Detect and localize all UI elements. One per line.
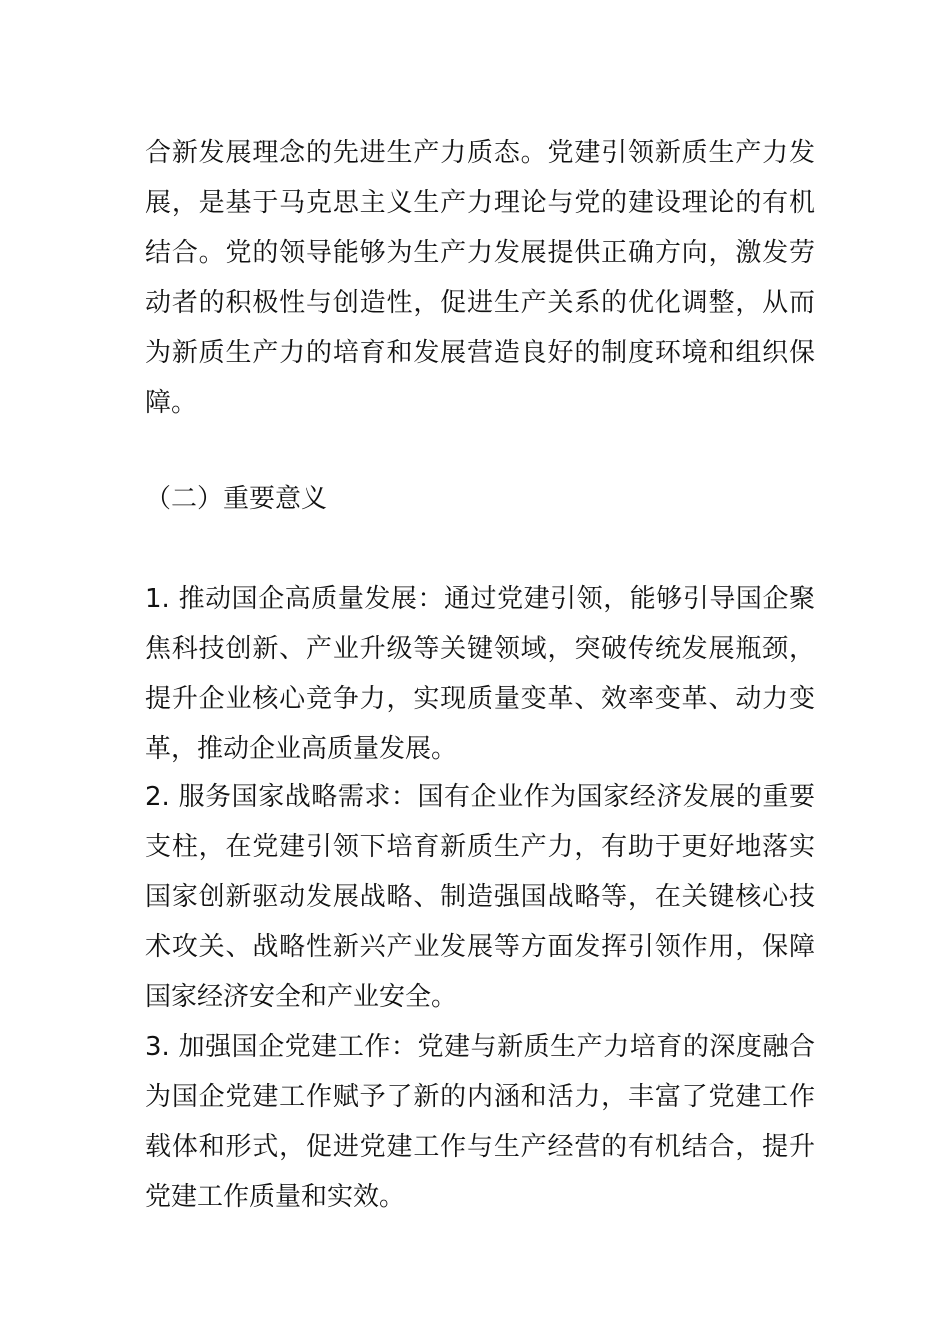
- section-heading: （二）重要意义: [145, 484, 328, 514]
- text-line: 为国企党建工作赋予了新的内涵和活力，丰富了党建工作: [145, 1082, 815, 1112]
- text-line: 国家创新驱动发展战略、制造强国战略等，在关键核心技: [145, 882, 815, 912]
- text-line: 动者的积极性与创造性，促进生产关系的优化调整，从而: [145, 288, 815, 318]
- text-line: 结合。党的领导能够为生产力发展提供正确方向，激发劳: [145, 238, 815, 268]
- text-line: 支柱，在党建引领下培育新质生产力，有助于更好地落实: [145, 832, 815, 862]
- text-line: 国家经济安全和产业安全。: [145, 982, 458, 1012]
- text-line: 展，是基于马克思主义生产力理论与党的建设理论的有机: [145, 188, 815, 218]
- text-line: 术攻关、战略性新兴产业发展等方面发挥引领作用，保障: [145, 932, 815, 962]
- text-line: 党建工作质量和实效。: [145, 1182, 406, 1212]
- text-line: 障。: [145, 388, 198, 418]
- text-line: 合新发展理念的先进生产力质态。党建引领新质生产力发: [145, 138, 815, 168]
- text-line: 2. 服务国家战略需求：国有企业作为国家经济发展的重要: [145, 782, 815, 812]
- text-line: 1. 推动国企高质量发展：通过党建引领，能够引导国企聚: [145, 584, 815, 614]
- text-line: 焦科技创新、产业升级等关键领域，突破传统发展瓶颈，: [145, 634, 815, 664]
- text-line: 3. 加强国企党建工作：党建与新质生产力培育的深度融合: [145, 1032, 815, 1062]
- text-line: 革，推动企业高质量发展。: [145, 734, 458, 764]
- text-line: 载体和形式，促进党建工作与生产经营的有机结合，提升: [145, 1132, 815, 1162]
- text-line: 为新质生产力的培育和发展营造良好的制度环境和组织保: [145, 338, 815, 368]
- text-line: 提升企业核心竞争力，实现质量变革、效率变革、动力变: [145, 684, 815, 714]
